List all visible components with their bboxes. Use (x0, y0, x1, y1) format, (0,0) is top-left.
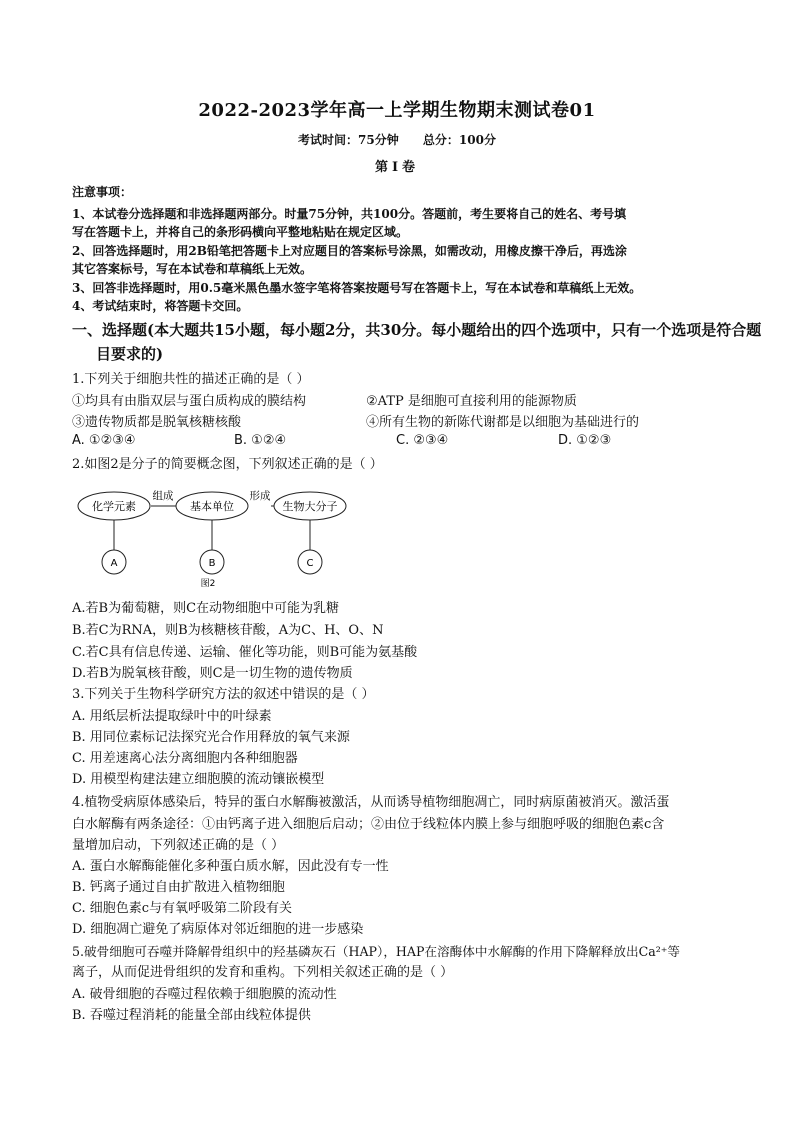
q2-option-b: B.若C为RNA，则B为核糖核苷酸，A为C、H、O、N (72, 623, 384, 638)
node-letter: B (208, 558, 216, 569)
concept-diagram (76, 482, 366, 592)
node-letter: C (306, 558, 314, 569)
node-label: 生物大分子 (282, 500, 338, 513)
q4-option-d: D. 细胞凋亡避免了病原体对邻近细胞的进一步感染 (72, 922, 364, 937)
notes-item: 其它答案标号，写在本试卷和草稿纸上无效。 (72, 262, 313, 276)
q4-stem: 4.植物受病原体感染后，特异的蛋白水解酶被激活，从而诱导植物细胞凋亡，同时病原菌被消灭。激活蛋 (72, 795, 670, 810)
notes-item: 3、回答非选择题时，用0.5毫米黑色墨水签字笔将答案按题号写在答题卡上，写在本试卷和草稿纸上无效。 (72, 281, 642, 295)
q1-statement: ②ATP 是细胞可直接利用的能源物质 (366, 394, 577, 409)
notes-item: 1、本试卷分选择题和非选择题两部分。时量75分钟，共100分。答题前，考生要将自己的姓名、考号填 (72, 207, 627, 221)
q5-stem: 5.破骨细胞可吞噬并降解骨组织中的羟基磷灰石（HAP），HAP在溶酶体中水解酶的作用下降解释放出Ca²⁺等 (72, 944, 681, 959)
edge-label: 组成 (152, 490, 174, 502)
q1-statement: ③遗传物质都是脱氧核糖核酸 (72, 415, 242, 430)
q2-option-d: D.若B为脱氧核苷酸，则C是一切生物的遗传物质 (72, 666, 353, 681)
q1-option-b: B. ①②④ (234, 433, 287, 448)
section-heading-cont: 目要求的) (96, 345, 164, 363)
q5-option-a: A. 破骨细胞的吞噬过程依赖于细胞膜的流动性 (72, 987, 337, 1002)
figure-caption: 图2 (200, 579, 216, 589)
q4-option-a: A. 蛋白水解酶能催化多种蛋白质水解，因此没有专一性 (72, 859, 389, 874)
q5-stem-cont: 离子，从而促进骨组织的发育和重构。下列相关叙述正确的是（ ） (72, 965, 454, 980)
q4-stem-cont: 量增加启动，下列叙述正确的是（ ） (72, 838, 285, 853)
q3-option-b: B. 用同位素标记法探究光合作用释放的氧气来源 (72, 730, 350, 745)
exam-total: 总分：100分 (422, 133, 496, 147)
q3-option-c: C. 用差速离心法分离细胞内各种细胞器 (72, 751, 298, 766)
q4-option-b: B. 钙离子通过自由扩散进入植物细胞 (72, 880, 285, 895)
notes-item: 4、考试结束时，将答题卡交回。 (72, 299, 249, 313)
volume-label: 第Ⅰ卷 (374, 160, 420, 175)
q2-option-c: C.若C具有信息传递、运输、催化等功能，则B可能为氨基酸 (72, 645, 418, 660)
node-label: 基本单位 (190, 500, 234, 513)
q1-option-c: C. ②③④ (396, 433, 449, 448)
q4-stem-cont: 白水解酶有两条途径：①由钙离子进入细胞后启动；②由位于线粒体内膜上参与细胞呼吸的细胞色素c含 (72, 817, 665, 832)
section-heading: 一、选择题(本大题共15小题，每小题2分，共30分。每小题给出的四个选项中，只有一个选项是符合题 (72, 321, 762, 339)
notes-item: 写在答题卡上，并将自己的条形码横向平整地粘贴在规定区域。 (72, 225, 409, 239)
q4-option-c: C. 细胞色素c与有氧呼吸第二阶段有关 (72, 901, 293, 916)
node-label: 化学元素 (92, 500, 136, 513)
q3-option-d: D. 用模型构建法建立细胞膜的流动镶嵌模型 (72, 772, 325, 787)
edge-label: 形成 (249, 490, 271, 502)
q1-stem: 1.下列关于细胞共性的描述正确的是（ ） (72, 372, 310, 387)
q2-stem: 2.如图2是分子的简要概念图，下列叙述正确的是（ ） (72, 457, 383, 472)
q5-option-b: B. 吞噬过程消耗的能量全部由线粒体提供 (72, 1008, 311, 1023)
q3-stem: 3.下列关于生物科学研究方法的叙述中错误的是（ ） (72, 687, 375, 702)
exam-time: 考试时间：75分钟 (298, 133, 399, 147)
q2-option-a: A.若B为葡萄糖，则C在动物细胞中可能为乳糖 (72, 601, 340, 616)
exam-meta (0, 131, 794, 148)
q3-option-a: A. 用纸层析法提取绿叶中的叶绿素 (72, 709, 272, 724)
notes-heading: 注意事项： (72, 185, 133, 199)
exam-title: 2022-2023学年高一上学期生物期末测试卷01 (198, 100, 596, 121)
q1-option-d: D. ①②③ (558, 433, 612, 448)
q1-statement: ④所有生物的新陈代谢都是以细胞为基础进行的 (366, 415, 640, 430)
q1-statement: ①均具有由脂双层与蛋白质构成的膜结构 (72, 394, 307, 409)
node-letter: A (110, 558, 118, 569)
notes-item: 2、回答选择题时，用2B铅笔把答题卡上对应题目的答案标号涂黑，如需改动，用橡皮擦干净后，再选涂 (72, 244, 627, 258)
q1-option-a: A. ①②③④ (72, 433, 136, 448)
